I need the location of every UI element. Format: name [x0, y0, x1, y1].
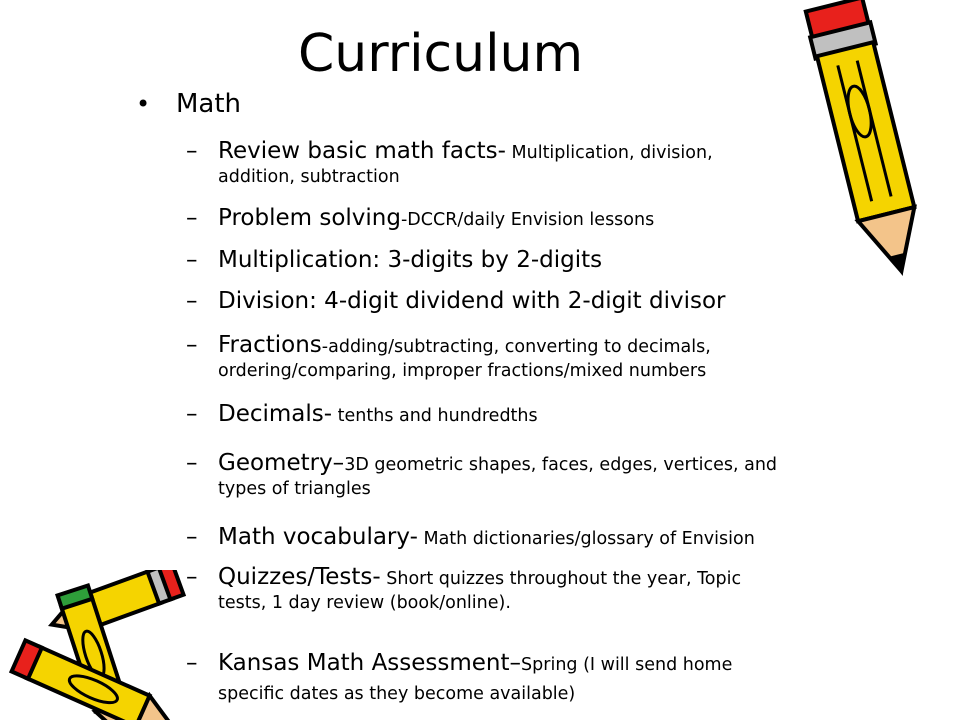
pencil-clipart-top	[800, 0, 940, 290]
item-detail: Short quizzes throughout the year, Topic	[380, 569, 742, 589]
bullet-dot: •	[136, 90, 151, 118]
dash-marker: –	[186, 401, 198, 427]
dash-marker: –	[186, 332, 198, 358]
item-heading: Multiplication: 3-digits by 2-digits	[218, 247, 603, 273]
pencil-body	[817, 42, 914, 221]
item-heading: Kansas Math Assessment–	[218, 650, 522, 676]
item-heading: Decimals-	[218, 401, 333, 427]
item-detail-cont: types of triangles	[218, 479, 371, 499]
dash-marker: –	[186, 524, 198, 550]
dash-marker: –	[186, 138, 198, 164]
bullet-label: Math	[176, 89, 242, 119]
item-heading: Division: 4-digit dividend with 2-digit divisor	[218, 288, 726, 314]
item-detail: 3D geometric shapes, faces, edges, vertices, and	[344, 455, 778, 475]
dash-marker: –	[186, 205, 198, 231]
item-detail: -adding/subtracting, converting to decimals,	[321, 337, 711, 357]
item-heading: Problem solving	[218, 205, 401, 231]
item-heading: Fractions	[218, 332, 322, 358]
pencils-clipart-bottom	[0, 570, 200, 720]
item-detail: tenths and hundredths	[332, 406, 538, 426]
item-heading: Math vocabulary-	[218, 524, 418, 550]
item-detail-cont: tests, 1 day review (book/online).	[218, 593, 511, 613]
slide-title: Curriculum	[298, 24, 584, 84]
item-heading: Review basic math facts-	[218, 138, 506, 164]
item-detail: Spring (I will send home	[521, 655, 733, 675]
item-heading: Quizzes/Tests-	[218, 564, 381, 590]
pencil-lead	[890, 253, 911, 278]
item-detail-cont: addition, subtraction	[218, 167, 400, 187]
dash-marker: –	[186, 450, 198, 476]
dash-marker: –	[186, 288, 198, 314]
item-detail: Multiplication, division,	[505, 143, 713, 163]
item-detail: Math dictionaries/glossary of Envision	[417, 529, 755, 549]
item-heading: Geometry–	[218, 450, 345, 476]
dash-marker: –	[186, 650, 198, 676]
item-detail: -DCCR/daily Envision lessons	[400, 210, 655, 230]
item-detail-cont: ordering/comparing, improper fractions/mixed numbers	[218, 361, 707, 381]
item-detail-cont: specific dates as they become available)	[218, 684, 576, 704]
dash-marker: –	[186, 564, 198, 590]
pencil-tip-wood	[858, 207, 929, 278]
dash-marker: –	[186, 247, 198, 273]
